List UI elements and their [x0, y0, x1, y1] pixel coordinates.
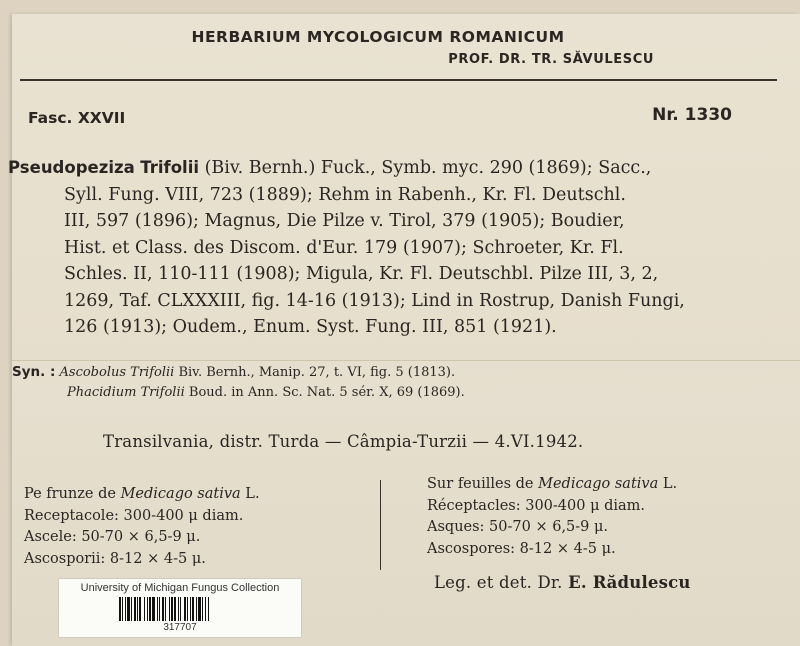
barcode-bar	[119, 597, 121, 621]
synonym-1-reference: Biv. Bernh., Manip. 27, t. VI, fig. 5 (1813).	[174, 365, 456, 380]
herbarium-director: PROF. DR. TR. SĂVULESCU	[448, 52, 654, 67]
romanian-ascospores: Ascosporii: 8-12 × 4-5 μ.	[24, 550, 206, 567]
barcode-bar	[149, 597, 151, 621]
citation-line-1	[8, 155, 778, 182]
barcode-bar	[184, 597, 186, 621]
romanian-description	[24, 484, 260, 570]
synonym-2	[12, 383, 465, 403]
french-host-name: Medicago sativa	[538, 476, 659, 492]
synonyms-block	[12, 362, 465, 403]
romanian-host-suffix: L.	[240, 486, 260, 502]
barcode-bar	[169, 597, 170, 621]
romanian-asci: Ascele: 50-70 × 6,5-9 μ.	[24, 529, 201, 545]
fascicle-number: Fasc. XXVII	[28, 109, 126, 127]
barcode-bar	[187, 597, 188, 621]
barcode-bar	[180, 597, 181, 621]
french-host	[427, 474, 677, 496]
barcode-bar	[178, 597, 179, 621]
synonyms-label: Syn. :	[12, 364, 56, 380]
barcode-bar	[131, 597, 132, 621]
romanian-host-name: Medicago sativa	[120, 486, 241, 502]
barcode-bar	[122, 597, 123, 621]
synonym-1	[12, 362, 465, 383]
barcode-bar	[165, 597, 166, 621]
collector-line	[434, 573, 691, 592]
romanian-receptacle: Receptacole: 300-400 μ diam.	[24, 507, 244, 524]
barcode-bar	[139, 597, 141, 621]
barcode-number: 317707	[163, 622, 197, 633]
french-receptacle: Réceptacles: 300-400 μ diam.	[427, 497, 646, 514]
synonym-2-name: Phacidium Trifolii	[67, 385, 185, 400]
barcode-bar	[157, 597, 158, 621]
species-genus: Pseudopeziza	[8, 158, 135, 177]
citation-line: Schles. II, 110-111 (1908); Migula, Kr. Fl. Deutschbl. Pilze III, 3, 2,	[64, 264, 659, 284]
barcode-bar	[192, 597, 194, 621]
barcode-bar	[144, 597, 145, 621]
synonym-1-name: Ascobolus Trifolii	[59, 365, 175, 380]
collection-locality: Transilvania, distr. Turda — Câmpia-Turzii — 4.VI.1942.	[103, 432, 584, 451]
barcode-bar	[198, 597, 201, 621]
barcode-bar	[147, 597, 148, 621]
barcode-bar	[190, 597, 191, 621]
citation-line: III, 597 (1896); Magnus, Die Pilze v. Tirol, 379 (1905); Boudier,	[64, 211, 625, 231]
barcode-institution: University of Michigan Fungus Collection	[80, 582, 280, 594]
barcode-icon	[119, 597, 237, 621]
barcode-bar	[152, 597, 155, 621]
french-asci: Asques: 50-70 × 6,5-9 μ.	[427, 519, 609, 535]
citation-line: Hist. et Class. des Discom. d'Eur. 179 (1907); Schroeter, Kr. Fl.	[64, 237, 624, 258]
barcode-bar	[174, 597, 176, 621]
barcode-bar	[137, 597, 138, 621]
french-ascospores: Ascospores: 8-12 × 4-5 μ.	[427, 540, 616, 557]
species-citation	[8, 155, 778, 341]
citation-authority: (Biv. Bernh.) Fuck., Symb. myc. 290 (1869); Sacc.,	[199, 158, 652, 178]
specimen-number: Nr. 1330	[652, 105, 732, 125]
barcode-bar	[162, 597, 164, 621]
collector-name: E. Rădulescu	[568, 573, 691, 592]
herbarium-title: HERBARIUM MYCOLOGICUM ROMANICUM	[191, 28, 565, 46]
romanian-host	[24, 484, 260, 506]
barcode-bar	[196, 597, 197, 621]
french-host-prefix: Sur feuilles de	[427, 476, 539, 492]
citation-line: Syll. Fung. VIII, 723 (1889); Rehm in Rabenh., Kr. Fl. Deutschl.	[64, 184, 626, 205]
french-description	[427, 474, 677, 560]
barcode-bar	[202, 597, 203, 621]
barcode-bar	[134, 597, 136, 621]
collector-prefix: Leg. et det. Dr.	[434, 573, 569, 592]
barcode-bar	[159, 597, 160, 621]
barcode-bar	[125, 597, 126, 621]
barcode-bar	[208, 597, 209, 621]
barcode-bar	[171, 597, 173, 621]
synonym-2-reference: Boud. in Ann. Sc. Nat. 5 sér. X, 69 (1869).	[184, 385, 465, 400]
barcode-sticker	[58, 578, 302, 638]
french-host-suffix: L.	[658, 476, 678, 492]
header-rule	[20, 79, 777, 81]
species-epithet: Trifolii	[140, 158, 200, 177]
barcode-bar	[205, 597, 206, 621]
citation-line: 126 (1913); Oudem., Enum. Syst. Fung. III, 851 (1921).	[64, 317, 557, 337]
romanian-host-prefix: Pe frunze de	[24, 486, 121, 502]
barcode-bar	[127, 597, 130, 621]
citation-line: 1269, Taf. CLXXXIII, fig. 14-16 (1913); Lind in Rostrup, Danish Fungi,	[64, 290, 685, 311]
column-divider	[380, 480, 381, 570]
